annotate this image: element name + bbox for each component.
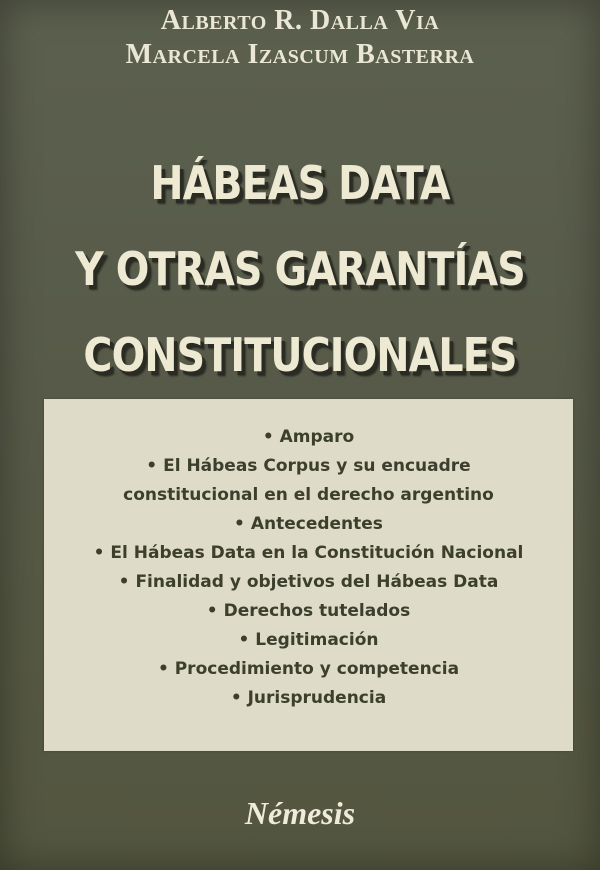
author-name: Marcela Izascum Basterra (125, 39, 475, 70)
title-line: CONSTITUCIONALES (83, 328, 517, 382)
title-line: Y OTRAS GARANTÍAS (75, 242, 525, 296)
topic-item: • El Hábeas Data en la Constitución Nacional (93, 543, 524, 563)
topic-item: • Finalidad y objetivos del Hábeas Data (118, 572, 499, 592)
topic-item: • Amparo (262, 427, 355, 447)
topics-panel (44, 399, 573, 751)
authors-block (0, 4, 600, 72)
book-title (42, 140, 558, 398)
author-name: Alberto R. Dalla Via (160, 5, 440, 36)
topic-item: • Procedimiento y competencia (157, 659, 460, 679)
topic-item: • El Hábeas Corpus y su encuadre (146, 456, 471, 476)
topics-list (44, 399, 573, 713)
topic-item: constitucional en el derecho argentino (123, 485, 494, 505)
title-line: HÁBEAS DATA (150, 156, 450, 210)
topic-item: • Legitimación (238, 630, 379, 650)
topic-item: • Jurisprudencia (230, 688, 387, 708)
publisher-name: Némesis (244, 795, 356, 831)
topic-item: • Derechos tutelados (206, 601, 411, 621)
topic-item: • Antecedentes (234, 514, 383, 534)
